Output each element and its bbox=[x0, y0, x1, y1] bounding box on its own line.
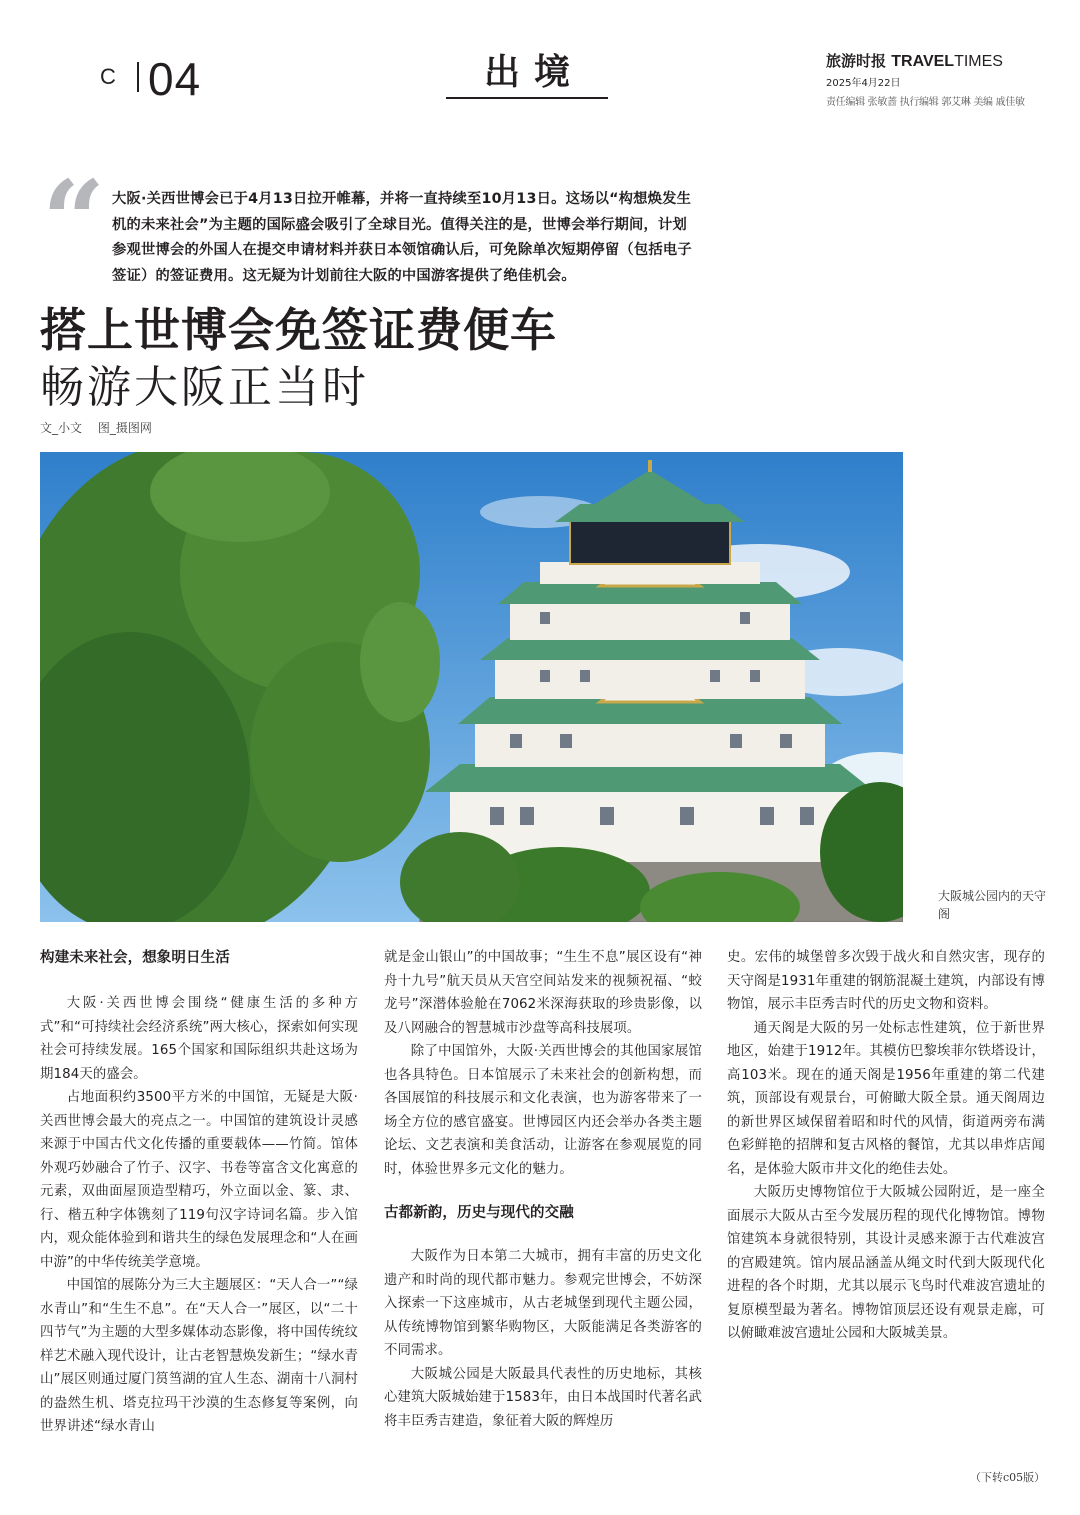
article-photo bbox=[40, 452, 903, 922]
article-column-2 bbox=[384, 946, 702, 1433]
paragraph: 史。宏伟的城堡曾多次毁于战火和自然灾害，现存的天守阁是1931年重建的钢筋混凝土建筑，内部设有博物馆，展示丰臣秀吉时代的历史文物和资料。 bbox=[727, 950, 1045, 1012]
section-letter: C bbox=[100, 64, 118, 89]
paragraph: 大阪城公园是大阪最具代表性的历史地标，其核心建筑大阪城始建于1583年，由日本战国时代著名武将丰臣秀吉建造，象征着大阪的辉煌历 bbox=[384, 1366, 702, 1429]
section-heading: 古都新韵，历史与现代的交融 bbox=[384, 1205, 574, 1221]
paragraph: 通天阁是大阪的另一处标志性建筑，位于新世界地区，始建于1912年。其模仿巴黎埃菲尔铁塔设计，高103米。现在的通天阁是1956年重建的第二代建筑，顶部设有观景台，可俯瞰大阪全景。通天阁周边的新世界区域保留着昭和时代的风情，街道两旁布满色彩鲜艳的招牌和复古风格的餐馆，尤其以串炸店闻名，是体验大阪市井文化的绝佳去处。 bbox=[727, 1020, 1045, 1177]
page-number: 04 bbox=[148, 53, 202, 105]
byline-photo: 图_摄图网 bbox=[97, 421, 152, 435]
subheadline: 畅游大阪正当时 bbox=[40, 362, 369, 413]
issue-date: 2025年4月22日 bbox=[826, 78, 901, 89]
byline-author: 文_小文 bbox=[40, 421, 83, 435]
paragraph: 中国馆的展陈分为三大主题展区：“天人合一”“绿水青山”和“生生不息”。在“天人合一”展区，以“二十四节气”为主题的大型多媒体动态影像，将中国传统纹样艺术融入现代设计，让古老智慧焕发新生；“绿水青山”展区则通过厦门筼筜湖的宜人生态、湖南十八洞村的盎然生机、塔克拉玛干沙漠的生态修复等案例，向世界讲述“绿水青山 bbox=[40, 1278, 358, 1434]
article-column-1 bbox=[40, 946, 358, 1439]
section-heading: 构建未来社会，想象明日生活 bbox=[40, 950, 230, 966]
byline bbox=[40, 419, 152, 436]
brand-cn: 旅游时报 bbox=[826, 52, 887, 70]
paragraph: 大阪历史博物馆位于大阪城公园附近，是一座全面展示大阪从古至今发展历程的现代化博物馆。博物馆建筑本身就很特别，其设计灵感来源于古代难波宫的宫殿建筑。馆内展品涵盖从绳文时代到大阪现代化进程的各个时期，尤其以展示飞鸟时代难波宫遗址的复原模型最为著名。博物馆顶层还设有观景走廊，可以俯瞰难波宫遗址公园和大阪城美景。 bbox=[727, 1185, 1045, 1341]
masthead bbox=[826, 50, 1056, 108]
editor-credits: 责任编辑 张敏蔷 执行编辑 郭艾琳 美编 戚佳敏 bbox=[826, 97, 1025, 108]
section-title-rule bbox=[446, 97, 608, 99]
article-column-3 bbox=[727, 946, 1045, 1346]
paragraph: 就是金山银山”的中国故事；“生生不息”展区设有“神舟十九号”航天员从天宫空间站发来的视频祝福、“蛟龙号”深潜体验舱在7062米深海获取的珍贵影像，以及八网融合的智慧城市沙盘等高科技展项。 bbox=[384, 950, 702, 1036]
continued-note: （下转c05版） bbox=[970, 1471, 1046, 1484]
paragraph: 除了中国馆外，大阪·关西世博会的其他国家展馆也各具特色。日本馆展示了未来社会的创新构想，而各国展馆的科技展示和文化表演，也为游客带来了一场全方位的感官盛宴。世博园区内还会举办各类主题论坛、文艺表演和美食活动，让游客在参观展览的同时，体验世界多元文化的魅力。 bbox=[384, 1044, 702, 1177]
brand-en-light: TIMES bbox=[954, 53, 1003, 70]
paragraph: 大阪作为日本第二大城市，拥有丰富的历史文化遗产和时尚的现代都市魅力。参观完世博会，不妨深入探索一下这座城市，从古老城堡到现代主题公园，从传统博物馆到繁华购物区，大阪能满足各类游客的不同需求。 bbox=[384, 1249, 702, 1358]
paragraph: 占地面积约3500平方米的中国馆，无疑是大阪·关西世博会最大的亮点之一。中国馆的建筑设计灵感来源于中国古代文化传播的重要载体——竹简。馆体外观巧妙融合了竹子、汉字、书卷等富含文化寓意的元素，双曲面屋顶造型精巧，外立面以金、篆、隶、行、楷五种字体镌刻了119句汉字诗词名篇。步入馆内，观众能体验到和谐共生的绿色发展理念和“人在画中游”的中华传统美学意境。 bbox=[40, 1090, 358, 1270]
lead-paragraph: 大阪·关西世博会已于4月13日拉开帷幕，并将一直持续至10月13日。这场以“构想焕发生机的未来社会”为主题的国际盛会吸引了全球目光。值得关注的是，世博会举行期间，计划参观世博会的外国人在提交申请材料并获日本领馆确认后，可免除单次短期停留（包括电子签证）的签证费用。这无疑为计划前往大阪的中国游客提供了绝佳机会。 bbox=[112, 191, 692, 284]
section-divider bbox=[137, 62, 139, 92]
quote-mark-icon: “ bbox=[42, 156, 106, 285]
section-title: 出境 bbox=[483, 52, 584, 93]
headline: 搭上世博会免签证费便车 bbox=[40, 303, 557, 357]
photo-caption: 大阪城公园内的天守阁 bbox=[938, 889, 1047, 921]
brand-en-bold: TRAVEL bbox=[891, 53, 955, 70]
paragraph: 大阪·关西世博会围绕“健康生活的多种方式”和“可持续社会经济系统”两大核心，探索如何实现社会可持续发展。165个国家和国际组织共赴这场为期184天的盛会。 bbox=[40, 996, 358, 1082]
masthead-brand bbox=[826, 50, 1056, 71]
